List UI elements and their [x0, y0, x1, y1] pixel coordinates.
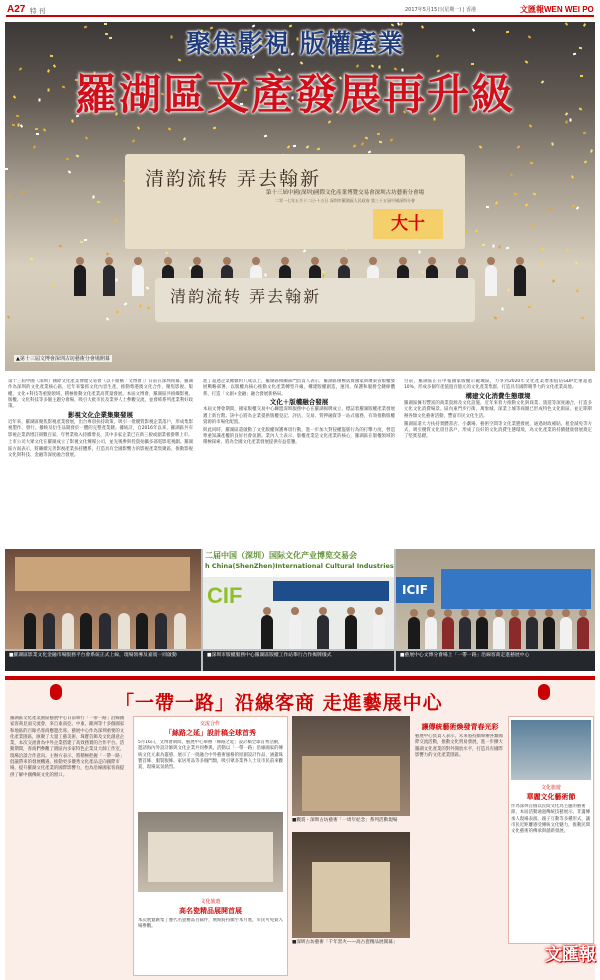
confetti-piece: [66, 158, 69, 161]
person-figure: [317, 615, 329, 649]
confetti-piece: [16, 115, 19, 118]
event-photo: [292, 716, 410, 816]
person-head: [176, 605, 184, 613]
confetti-piece: [168, 127, 172, 130]
confetti-piece: [494, 317, 498, 320]
confetti-piece: [498, 245, 501, 248]
person-head: [223, 257, 231, 265]
person-figure: [514, 265, 526, 296]
confetti-piece: [540, 262, 542, 265]
confetti-piece: [529, 125, 533, 129]
confetti-piece: [541, 247, 545, 251]
confetti-piece: [501, 308, 503, 311]
photo-caption: ■羅湖區影業文化金融市場服務平台會系統正式上線，現場領導及嘉賓一同啟動: [5, 651, 201, 671]
person-head: [562, 609, 570, 617]
confetti-piece: [583, 23, 586, 27]
person-head: [291, 607, 299, 615]
person-figure: [62, 613, 74, 649]
paragraph: 羅湖區擁有豐富的商業資源及文化設施，近年來着力推動文化與商業、旅遊等深度融合，打造多元化文化消費場景。區內東門步行街、萬象城、深業上城等商圈已形成特色文化街區，並定期舉辦各類文化藝術活動，豐富市民文化生活。: [404, 401, 592, 419]
person-figure: [509, 617, 521, 649]
feature-top-rule: [5, 676, 595, 680]
confetti-piece: [264, 135, 267, 138]
visitors-group: [406, 603, 591, 649]
confetti-piece: [516, 146, 520, 149]
person-head: [164, 257, 172, 265]
confetti-piece: [506, 31, 509, 34]
confetti-piece: [137, 126, 140, 130]
photo-ceremony: [5, 549, 201, 649]
person-figure: [476, 617, 488, 649]
confetti-piece: [530, 223, 534, 227]
confetti-piece: [573, 53, 576, 56]
confetti-piece: [13, 95, 16, 99]
confetti-piece: [116, 311, 119, 314]
confetti-piece: [505, 247, 508, 250]
paragraph: 進了超過企業總數約八成以上，羅湖區相關部門負責人表示，羅湖區積極落實國家與廣東省版權發展戰略部署，以版權為核心推動文化產業轉型升級，構建版權創造、運用、保護和服務全鏈條體系，打造「文創+金融」融合發展新格局。: [203, 379, 395, 397]
person-head: [369, 257, 377, 265]
display-area: [302, 756, 400, 811]
paragraph: 與此同時，羅湖區還啟動了文化版權保護專項行動，進一步加大對侵權盜版行為的打擊力度，營造尊重知識產權的良好社會氛圍。業內人士表示，版權產業是文化產業的核心，羅湖區在版權領域的積極探索，將為全國文化產業發展提供有益借鑒。: [203, 427, 395, 446]
confetti-piece: [551, 142, 554, 145]
confetti-piece: [139, 305, 142, 308]
card-title: 華麗文化藝術節: [526, 793, 576, 801]
person-head: [105, 257, 113, 265]
person-figure: [493, 617, 505, 649]
photo-signing: [203, 549, 394, 649]
paragraph: 目前，羅湖區正在申報國家版權示範城區，力爭到2020年文化產業增加值佔GDP比重超過10%，形成多個年產值過百億元的文化產業集群，打造具有國際競爭力的文化產業高地。: [404, 379, 592, 391]
person-head: [511, 609, 519, 617]
person-head: [487, 257, 495, 265]
cif-logo: CIF: [207, 583, 243, 608]
card-title: 「絲路之延」設計稿全球首秀: [165, 729, 256, 737]
festival-photo: [511, 720, 591, 780]
confetti-piece: [565, 248, 568, 252]
confetti-piece: [590, 149, 593, 152]
person-figure: [74, 265, 86, 296]
confetti-piece: [35, 127, 38, 129]
person-head: [399, 257, 407, 265]
confetti-piece: [43, 128, 46, 132]
section-label: 特 刊: [30, 7, 46, 15]
person-head: [26, 605, 34, 613]
confetti-piece: [287, 146, 291, 150]
photo-caption: ■藝展中心文博分會場上「一帶一路」沿線客商走進藝展中心: [396, 651, 595, 671]
photo-group: [396, 549, 595, 649]
confetti-piece: [84, 239, 87, 241]
person-head: [64, 605, 72, 613]
confetti-piece: [97, 201, 100, 204]
confetti-piece: [578, 107, 582, 110]
photo-caption: ■深圳古坊藝術「千年窯火——高古瓷精品展開幕」: [292, 940, 398, 945]
person-head: [76, 257, 84, 265]
confetti-piece: [552, 279, 555, 283]
person-head: [82, 605, 90, 613]
person-head: [134, 257, 142, 265]
confetti-piece: [80, 240, 83, 242]
main-headline: 羅湖區文產發展再升級: [74, 70, 515, 119]
signing-officials: [253, 601, 393, 649]
person-figure: [560, 617, 572, 649]
article-column-2: [203, 379, 395, 545]
page-number: A27: [7, 4, 26, 15]
person-head: [311, 257, 319, 265]
confetti-piece: [123, 302, 127, 305]
confetti-piece: [113, 218, 117, 222]
confetti-piece: [22, 190, 25, 194]
newspaper-brand: 文匯報WEN WEI PO: [520, 5, 594, 14]
person-figure: [442, 617, 454, 649]
person-head: [528, 609, 536, 617]
photo-caption: ■觀賞・深圳古坊藝術「一周年紀念」系列活動現場: [292, 818, 398, 823]
person-head: [138, 605, 146, 613]
signing-sign: [273, 581, 389, 601]
confetti-piece: [7, 315, 11, 319]
confetti-piece: [582, 132, 585, 135]
confetti-piece: [575, 261, 579, 264]
person-figure: [24, 613, 36, 649]
card-title: 高名瓷精品展開首展: [179, 907, 242, 915]
person-head: [347, 607, 355, 615]
confetti-piece: [50, 55, 53, 57]
confetti-piece: [579, 47, 582, 50]
person-head: [458, 257, 466, 265]
person-head: [516, 257, 524, 265]
confetti-piece: [565, 120, 568, 123]
page-header-bar: [6, 4, 594, 17]
confetti-piece: [465, 229, 468, 233]
confetti-piece: [58, 244, 62, 247]
feature-headline: 「一帶一路」沿線客商 走進藝展中心: [115, 692, 443, 714]
person-head: [461, 609, 469, 617]
lantern-icon: [538, 684, 550, 700]
person-head: [120, 605, 128, 613]
person-figure: [289, 615, 301, 649]
card-title: 讓傳統藝術煥發青春光彩: [421, 723, 499, 731]
card-text: 本次展覽匯集了歷代名瓷精品百餘件，展期將持續至本月底，市民可免費入場參觀。: [138, 918, 283, 930]
confetti-piece: [84, 25, 88, 28]
person-head: [193, 257, 201, 265]
audience-area: [5, 322, 595, 371]
issue-date: 2017年5月15日(星期一) | 香港: [405, 7, 477, 13]
paragraph: 上市公司大眾文化在羅湖成立了影視文化傳媒公司，並先後參與投資拍攝多部電影電視劇。羅湖區方面表示，將繼續完善影視產業扶持體系，打造具有全國影響力的影視產業集聚區，推動影視文化與科技、金融等深度融合發展。: [8, 440, 193, 459]
person-figure: [103, 265, 115, 296]
person-head: [157, 605, 165, 613]
person-figure: [174, 613, 186, 649]
confetti-piece: [513, 192, 517, 195]
confetti-piece: [35, 133, 38, 135]
confetti-piece: [493, 244, 495, 247]
subheading: 文化＋版權融合發展: [269, 398, 329, 407]
confetti-piece: [76, 155, 80, 158]
kicker-headline: 聚焦影視 版權產業: [186, 29, 404, 58]
person-figure: [80, 613, 92, 649]
confetti-piece: [68, 170, 72, 173]
confetti-piece: [212, 127, 215, 130]
person-head: [495, 609, 503, 617]
person-head: [478, 609, 486, 617]
confetti-piece: [361, 142, 364, 146]
confetti-piece: [390, 139, 394, 142]
expo-banner-subtitle: h China(ShenZhen)International Cultural Industries: [205, 562, 394, 570]
confetti-piece: [19, 68, 22, 72]
confetti-piece: [528, 35, 532, 38]
confetti-piece: [352, 145, 356, 148]
confetti-piece: [528, 306, 531, 308]
confetti-piece: [524, 204, 528, 208]
person-figure: [43, 613, 55, 649]
expo-banner-title: 二届中国（深圳）国际文化产业博览交易会: [205, 551, 357, 560]
confetti-piece: [183, 137, 186, 141]
confetti-piece: [12, 124, 15, 126]
person-head: [263, 607, 271, 615]
confetti-piece: [377, 133, 380, 135]
confetti-piece: [580, 75, 583, 77]
person-figure: [526, 617, 538, 649]
event-backdrop: [15, 557, 190, 591]
confetti-piece: [132, 139, 136, 143]
backdrop-seal: 大十: [373, 209, 443, 239]
card-text: 5月16日，文博會期間，藝展中心舉辦「絲路之延」設計稿全球首秀活動，邀請海內外設計師與文化企業共同參與。活動以「一帶一路」沿線國家的傳統文化元素為靈感，展示了一批融合中外藝術風格的原創設計作品，涵蓋珠寶首飾、服裝服飾、家居用品等多個門類，吸引眾多業界人士及市民前來觀賞，現場氣氛熱烈。: [138, 740, 283, 771]
person-figure: [425, 617, 437, 649]
person-figure: [485, 265, 497, 296]
hero-caption: ▲第十三屆文博會深圳古坊藝術分會場開幕: [16, 356, 110, 362]
person-head: [101, 605, 109, 613]
person-figure: [543, 617, 555, 649]
confetti-piece: [379, 141, 382, 144]
person-head: [444, 609, 452, 617]
article-column-1: [8, 379, 193, 545]
confetti-piece: [17, 123, 19, 126]
photo-caption: ■深圳市版權服務中心羅湖區版權工作站舉行合作揭牌儀式: [203, 651, 394, 671]
confetti-piece: [50, 286, 53, 289]
confetti-piece: [495, 201, 498, 204]
person-head: [579, 609, 587, 617]
podium-calligraphy: 清韵流转 弄去翰新: [170, 287, 322, 306]
confetti-piece: [485, 206, 488, 208]
expo-banner: [203, 549, 394, 577]
confetti-piece: [5, 168, 8, 170]
person-figure: [155, 613, 167, 649]
person-head: [410, 609, 418, 617]
person-figure: [136, 613, 148, 649]
confetti-piece: [33, 145, 36, 149]
lantern-icon: [50, 684, 62, 700]
person-head: [281, 257, 289, 265]
confetti-piece: [482, 244, 485, 246]
confetti-piece: [565, 112, 568, 116]
porcelain-photo: [292, 832, 410, 938]
confetti-piece: [572, 204, 575, 208]
confetti-piece: [530, 161, 533, 164]
backdrop-subtitle-2: 二零一七年五月十二日-十五日 深圳市羅湖區人民政府 第三十五屆中國深圳分會: [275, 198, 415, 203]
feature-left-column: 羅湖區文化產業園區藝展中心日前舉行「一帶一路」沿線國家客商見面交流會，來自東南亞、中東、歐洲等十多個國家和地區的百餘名客商應邀出席。藝展中心作為深圳重要的文化產業園區，匯聚了大量工藝美術、珠寶首飾及文化創意企業，本次交流會為中外企業搭建了高效務實的合作平台。活動期間，客商們參觀了園區內多家特色企業及大師工作室，現場洽談合作意向。主辦方表示，將積極把握「一帶一路」倡議帶來的發展機遇，推動更多優秀文化產品走向國際市場，提升羅湖文化產業的國際影響力，也為沿線國家客商提供了解中國傳統文化的窗口。: [10, 716, 125, 778]
person-figure: [459, 617, 471, 649]
confetti-piece: [306, 145, 310, 149]
confetti-piece: [19, 124, 22, 128]
confetti-piece: [105, 317, 109, 320]
confetti-piece: [581, 317, 584, 320]
card-tag: 交流合作: [199, 721, 220, 727]
display-cases: [148, 832, 273, 882]
confetti-piece: [147, 306, 150, 310]
subheading: 影視文化企業集聚發展: [68, 411, 133, 420]
paragraph: 本屆文博會期間，國家版權交易中心聯盟深圳服務中心在羅湖揭牌成立，標誌着羅湖版權產業發展邁上新台階。該中心將為企業提供版權登記、評估、交易、質押融資等一站式服務，有效推動版權資源的市場化配置。: [203, 407, 395, 425]
person-figure: [261, 615, 273, 649]
confetti-piece: [569, 119, 571, 122]
confetti-piece: [478, 145, 482, 148]
wenweipo-logo: 文匯報: [545, 945, 596, 965]
card-text: 作為深圳首個以民間文化為主題的藝術節，本屆活動通過傳統技藝展示、非遺傳承人現場表演、親子互動等多種形式，讓市民近距離感受傳統文化魅力，推動民間文化藝術的傳承與創新發展。: [511, 804, 591, 835]
person-figure: [99, 613, 111, 649]
confetti-piece: [92, 196, 94, 199]
icif-logo: ICIF: [396, 577, 434, 603]
person-head: [319, 607, 327, 615]
confetti-piece: [576, 206, 579, 210]
paragraph: 近年來，羅湖區聚焦影視產業發展，出台專項扶持政策，吸引一批優質影視企業落戶，形成集影視製作、發行、播映及衍生品開發於一體的完整產業鏈。據統計，自2016年以來，羅湖區共有影視企業新增註冊數百家，年營業收入持續增長，其中多家企業已在新三板或創業板掛牌上市。: [8, 419, 193, 438]
confetti-piece: [510, 173, 513, 176]
confetti-piece: [565, 22, 568, 25]
person-figure: [132, 265, 144, 296]
presenters-group: [21, 597, 189, 649]
confetti-piece: [316, 148, 319, 151]
person-head: [375, 607, 383, 615]
porcelain-display: [312, 862, 390, 932]
paragraph: 第十三屆中國（深圳）國際文化產業博覽交易會（以下簡稱「文博會」）日前在深圳閉幕，羅湖作為深圳的文化產業核心區，近年來緊抓文化內容生產，推動粵港澳文化合作，聚焦影視、版權、文化+科技等重點領域，積極推動文化產業高質量發展。本屆文博會，羅湖區共組織影視、版權、文化科技等多個主題分會場，吸引大批市民及業界人士參觀交流，並發佈系列產業利好政策。: [8, 379, 193, 410]
confetti-piece: [293, 145, 296, 148]
person-head: [45, 605, 53, 613]
person-head: [252, 257, 260, 265]
subheading: 構建文化消費生態環境: [465, 392, 531, 401]
card-tag: 文化旅遊: [200, 899, 221, 905]
person-head: [340, 257, 348, 265]
confetti-piece: [30, 258, 34, 261]
backdrop-calligraphy: 清韵流转 弄去翰新: [145, 168, 322, 190]
person-head: [428, 257, 436, 265]
card-text: 藝展中心負責人表示，未來將持續舉辦各類國際交流活動，推動文化貿易發展，進一步擴大羅湖文化產業的對外開放水平，打造具有國際影響力的文化產業園區。: [415, 734, 503, 758]
backdrop-subtitle: 第十三屆中國(深圳)國際文化產業博覽交易會深圳古坊藝術分會場: [265, 190, 425, 196]
article-column-3: [404, 379, 592, 545]
exhibition-hall-photo: [138, 812, 283, 892]
confetti-piece: [85, 136, 88, 140]
confetti-piece: [532, 192, 536, 195]
confetti-piece: [474, 229, 477, 233]
person-figure: [408, 617, 420, 649]
paragraph: 羅湖區還大力扶持實體書店、小劇場、藝術空間等文化業態發展，通過財政補貼、租金減免等方式，吸引優質文化項目落戶，形成了良好的文化消費生態環境，為文化產業的持續健康發展奠定了堅實基礎。: [404, 421, 592, 440]
confetti-piece: [8, 194, 11, 198]
person-figure: [345, 615, 357, 649]
confetti-piece: [584, 160, 588, 163]
person-figure: [118, 613, 130, 649]
person-figure: [373, 615, 385, 649]
confetti-piece: [548, 207, 551, 211]
confetti-piece: [571, 176, 574, 180]
confetti-piece: [576, 289, 580, 292]
confetti-piece: [365, 137, 369, 140]
person-head: [427, 609, 435, 617]
person-head: [545, 609, 553, 617]
card-tag: 文化旅遊: [540, 785, 561, 791]
person-figure: [577, 617, 589, 649]
